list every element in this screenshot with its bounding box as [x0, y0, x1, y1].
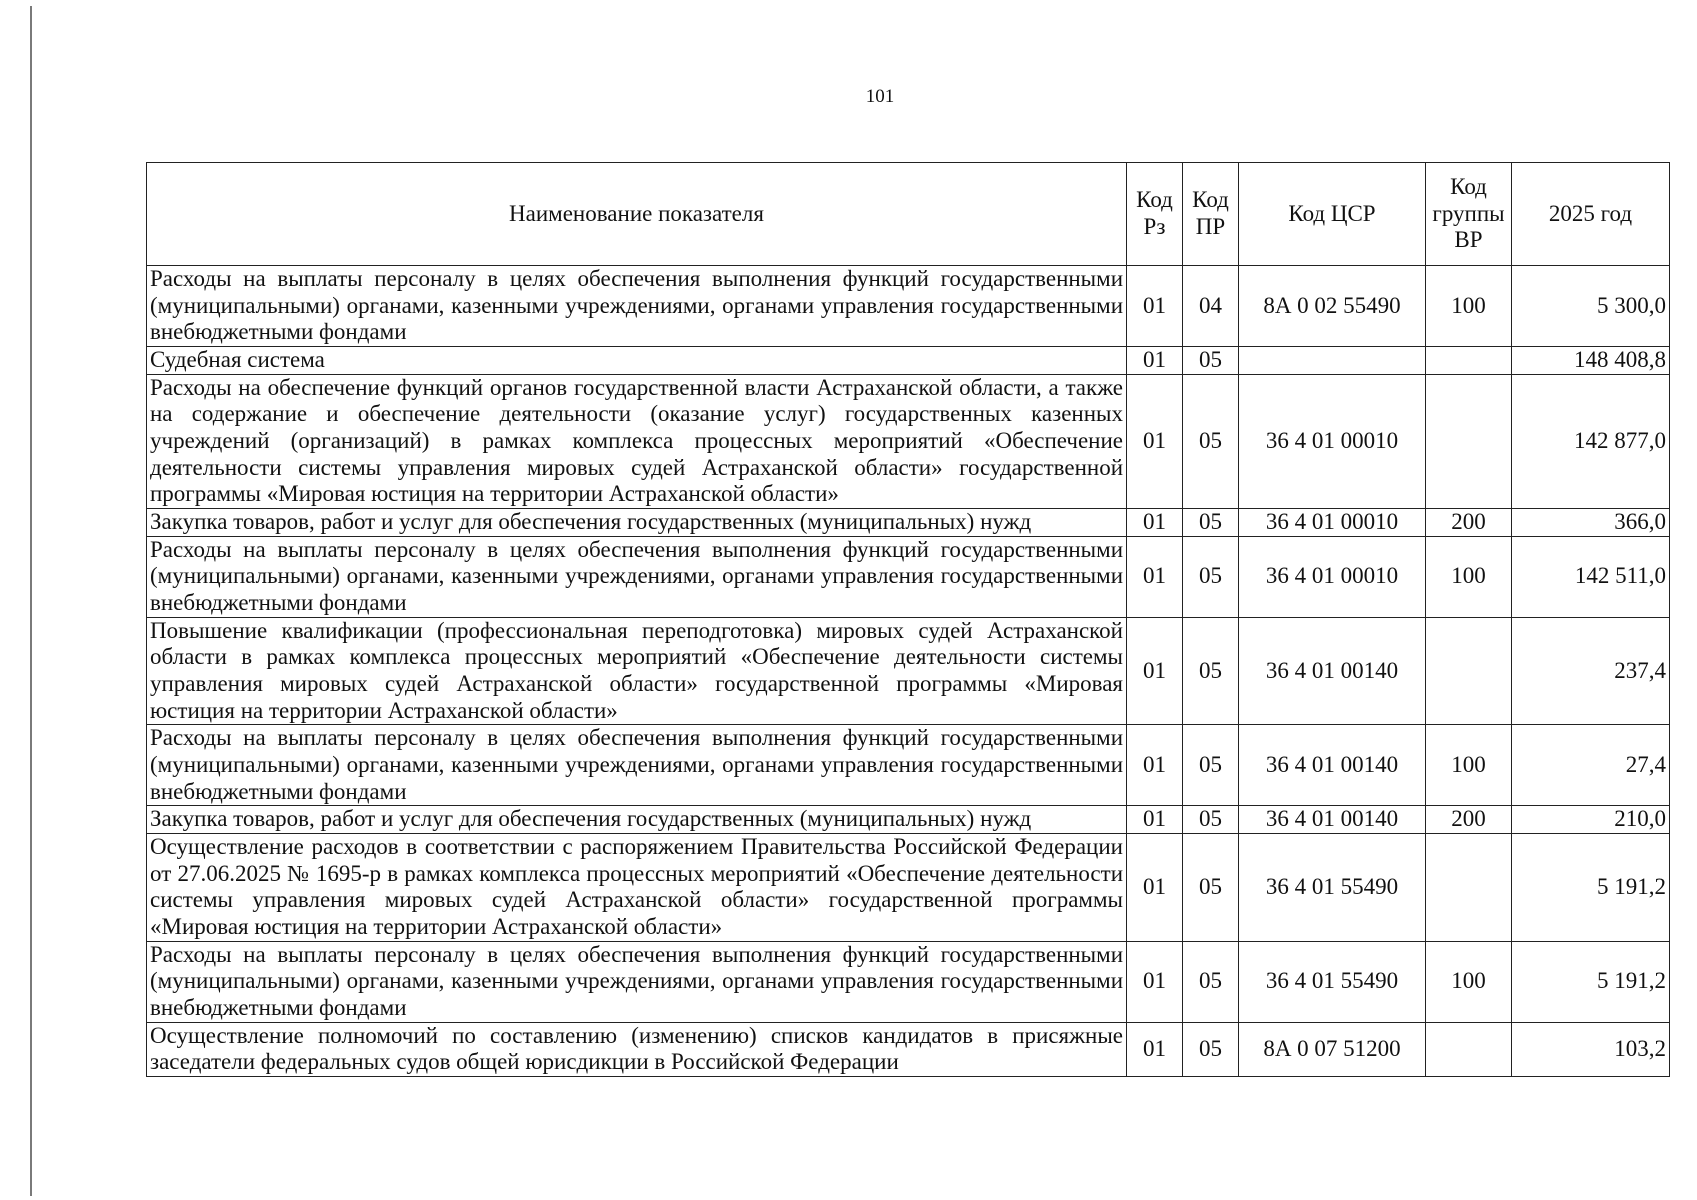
row-csr: 36 4 01 55490 — [1239, 834, 1426, 942]
header-pr: Код ПР — [1183, 163, 1239, 266]
row-rz: 01 — [1127, 347, 1183, 375]
header-vr: Код группы ВР — [1426, 163, 1512, 266]
row-csr: 36 4 01 00010 — [1239, 374, 1426, 508]
row-name: Закупка товаров, работ и услуг для обеспечения государственных (муниципальных) нужд — [147, 806, 1127, 834]
row-vr: 100 — [1426, 725, 1512, 806]
row-vr — [1426, 1022, 1512, 1076]
row-rz: 01 — [1127, 806, 1183, 834]
row-amount: 142 511,0 — [1512, 536, 1670, 617]
row-vr — [1426, 374, 1512, 508]
row-vr: 100 — [1426, 941, 1512, 1022]
table-row — [147, 347, 1670, 375]
row-amount: 366,0 — [1512, 509, 1670, 537]
row-pr: 05 — [1183, 617, 1239, 725]
row-amount: 142 877,0 — [1512, 374, 1670, 508]
row-csr: 36 4 01 00010 — [1239, 536, 1426, 617]
row-csr: 36 4 01 00140 — [1239, 617, 1426, 725]
row-name: Расходы на выплаты персоналу в целях обеспечения выполнения функций государственными (муниципальными) органами, казенными учреждениями, органами управления государственными внебюджетными фондами — [147, 941, 1127, 1022]
row-name: Расходы на выплаты персоналу в целях обеспечения выполнения функций государственными (муниципальными) органами, казенными учреждениями, органами управления государственными внебюджетными фондами — [147, 725, 1127, 806]
table-row — [147, 374, 1670, 508]
row-rz: 01 — [1127, 536, 1183, 617]
row-pr: 05 — [1183, 806, 1239, 834]
row-amount: 5 191,2 — [1512, 834, 1670, 942]
row-amount: 148 408,8 — [1512, 347, 1670, 375]
table-row — [147, 536, 1670, 617]
header-name: Наименование показателя — [147, 163, 1127, 266]
row-pr: 05 — [1183, 834, 1239, 942]
row-amount: 237,4 — [1512, 617, 1670, 725]
row-amount: 5 191,2 — [1512, 941, 1670, 1022]
row-name: Осуществление расходов в соответствии с распоряжением Правительства Российской Федерации от 27.06.2025 № 1695-р в рамках комплекса процессных мероприятий «Обеспечение деятельности системы управления мировых судей Астраханской области» государственной программы «Мировая юстиция на территории Астраханской области» — [147, 834, 1127, 942]
header-csr: Код ЦСР — [1239, 163, 1426, 266]
header-year: 2025 год — [1512, 163, 1670, 266]
row-rz: 01 — [1127, 1022, 1183, 1076]
row-name: Расходы на выплаты персоналу в целях обеспечения выполнения функций государственными (муниципальными) органами, казенными учреждениями, органами управления государственными внебюджетными фондами — [147, 266, 1127, 347]
row-rz: 01 — [1127, 266, 1183, 347]
row-rz: 01 — [1127, 617, 1183, 725]
row-vr — [1426, 617, 1512, 725]
table-row — [147, 1022, 1670, 1076]
page-number: 101 — [865, 86, 895, 107]
row-rz: 01 — [1127, 941, 1183, 1022]
row-vr: 200 — [1426, 806, 1512, 834]
row-csr: 36 4 01 55490 — [1239, 941, 1426, 1022]
header-rz: Код Рз — [1127, 163, 1183, 266]
table-header-row — [147, 163, 1670, 266]
table-row — [147, 725, 1670, 806]
row-name: Осуществление полномочий по составлению (изменению) списков кандидатов в присяжные заседатели федеральных судов общей юрисдикции в Российской Федерации — [147, 1022, 1127, 1076]
row-pr: 05 — [1183, 347, 1239, 375]
row-amount: 103,2 — [1512, 1022, 1670, 1076]
table-row — [147, 509, 1670, 537]
row-name: Расходы на выплаты персоналу в целях обеспечения выполнения функций государственными (муниципальными) органами, казенными учреждениями, органами управления государственными внебюджетными фондами — [147, 536, 1127, 617]
row-rz: 01 — [1127, 834, 1183, 942]
row-vr: 100 — [1426, 536, 1512, 617]
row-amount: 210,0 — [1512, 806, 1670, 834]
row-vr — [1426, 834, 1512, 942]
row-pr: 04 — [1183, 266, 1239, 347]
row-pr: 05 — [1183, 374, 1239, 508]
row-csr: 8А 0 02 55490 — [1239, 266, 1426, 347]
binding-margin-line — [30, 6, 32, 1196]
row-name: Закупка товаров, работ и услуг для обеспечения государственных (муниципальных) нужд — [147, 509, 1127, 537]
row-pr: 05 — [1183, 725, 1239, 806]
budget-table — [146, 162, 1670, 1077]
table-row — [147, 266, 1670, 347]
row-pr: 05 — [1183, 1022, 1239, 1076]
row-rz: 01 — [1127, 725, 1183, 806]
row-name: Повышение квалификации (профессиональная переподготовка) мировых судей Астраханской области в рамках комплекса процессных мероприятий «Обеспечение деятельности системы управления мировых судей Астраханской области» государственной программы «Мировая юстиция на территории Астраханской области» — [147, 617, 1127, 725]
table-row — [147, 806, 1670, 834]
row-name: Судебная система — [147, 347, 1127, 375]
row-csr — [1239, 347, 1426, 375]
row-vr: 200 — [1426, 509, 1512, 537]
row-pr: 05 — [1183, 536, 1239, 617]
table-row — [147, 941, 1670, 1022]
row-vr: 100 — [1426, 266, 1512, 347]
row-vr — [1426, 347, 1512, 375]
row-csr: 36 4 01 00140 — [1239, 725, 1426, 806]
row-rz: 01 — [1127, 374, 1183, 508]
row-pr: 05 — [1183, 941, 1239, 1022]
row-rz: 01 — [1127, 509, 1183, 537]
row-csr: 36 4 01 00140 — [1239, 806, 1426, 834]
row-amount: 27,4 — [1512, 725, 1670, 806]
table-row — [147, 834, 1670, 942]
row-csr: 8А 0 07 51200 — [1239, 1022, 1426, 1076]
row-pr: 05 — [1183, 509, 1239, 537]
row-amount: 5 300,0 — [1512, 266, 1670, 347]
row-name: Расходы на обеспечение функций органов государственной власти Астраханской области, а также на содержание и обеспечение деятельности (оказание услуг) государственных казенных учреждений (организаций) в рамках комплекса процессных мероприятий «Обеспечение деятельности системы управления мировых судей Астраханской области» государственной программы «Мировая юстиция на территории Астраханской области» — [147, 374, 1127, 508]
row-csr: 36 4 01 00010 — [1239, 509, 1426, 537]
table-row — [147, 617, 1670, 725]
